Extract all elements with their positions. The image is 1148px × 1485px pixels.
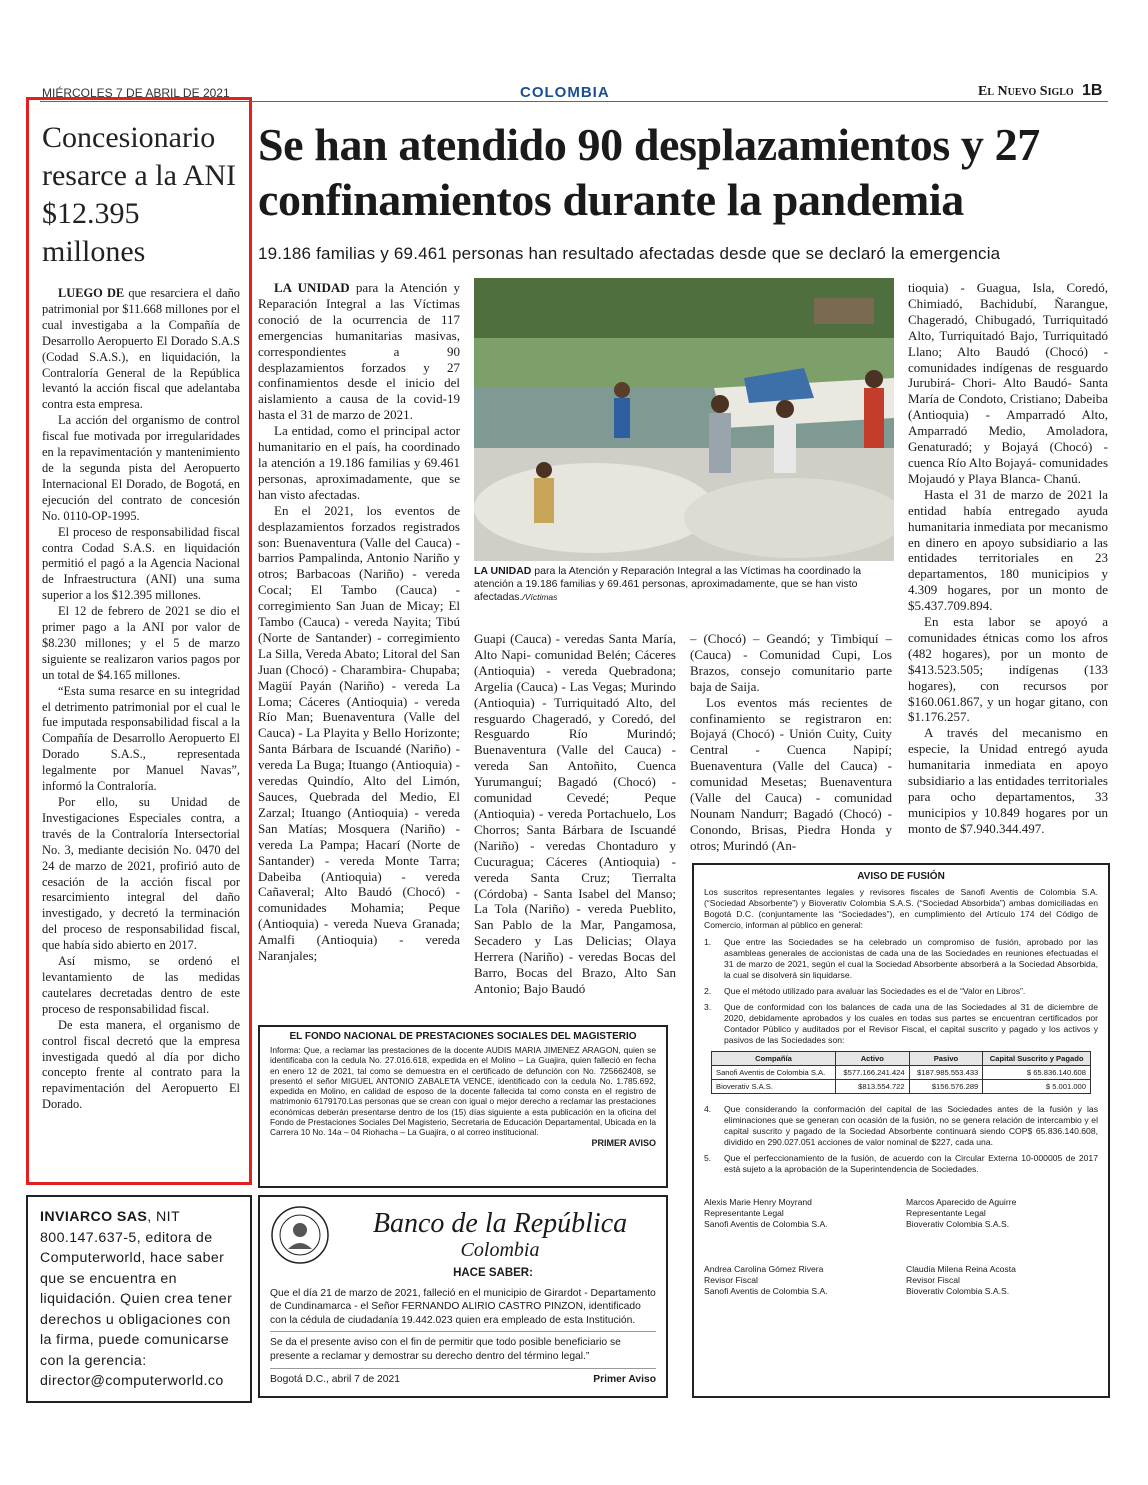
fondo-title: EL FONDO NACIONAL DE PRESTACIONES SOCIALES DEL MAGISTERIO [289, 1031, 637, 1042]
masthead: El Nuevo Siglo [978, 84, 1074, 99]
table-header: Capital Suscrito y Pagado [983, 1052, 1091, 1066]
fusion-clause [704, 1104, 1098, 1148]
inviarco-name: INVIARCO SAS [40, 1209, 148, 1225]
clause-number: 5. [704, 1153, 712, 1163]
signature-name: Andrea Carolina Gómez Rivera [704, 1264, 824, 1274]
article-column-4 [908, 280, 1108, 837]
signature-block [704, 1197, 896, 1230]
clause-text: Que el método utilizado para avaluar las Sociedades es el de “Valor en Libros”. [724, 986, 1026, 996]
table-row [712, 1080, 1091, 1094]
side-paragraph: El 12 de febrero de 2021 se dio el primer pago a la ANI por valor de $8.230 millones; y el 5 de marzo siguiente se realizaron varios pagos por un total de $4.165 millones. [42, 604, 240, 682]
table-cell: $156.576.289 [909, 1080, 983, 1094]
clause-text: Que el perfeccionamiento de la fusión, de acuerdo con la Circular Externa 10-000005 de 2017 está sujeto a la aprobación de la Superintendencia de Sociedades. [724, 1153, 1098, 1174]
clause-number: 4. [704, 1104, 712, 1114]
article-column-2 [474, 631, 676, 997]
signature-role: Revisor Fiscal [906, 1275, 960, 1285]
signature-name: Marcos Aparecido de Aguirre [906, 1197, 1017, 1207]
table-cell: $813.554.722 [835, 1080, 909, 1094]
article-paragraph: – (Chocó) – Geandó; y Timbiquí – (Cauca) - Comunidad Cupi, Los Brazos, consejo comunitario parte baja de Saija. [690, 631, 892, 694]
side-paragraph: Por ello, su Unidad de Investigaciones Especiales contra, a través de la Contraloría Intersectorial No. 3, mediante decisión No. 0470 del 24 de marzo de 2021, profirió auto de cesación de la acción fiscal por resarcimiento integral del daño investigado, y decretó la terminación del proceso de responsabilidad fiscal, que había sido abierto en 2017. [42, 795, 240, 953]
side-paragraph: El proceso de responsabilidad fiscal contra Codad S.A.S. en liquidación permitió el pagó a la Agencia Nacional de Infraestructura (ANI) una suma superior a los $12.395 millones. [42, 524, 240, 603]
signature-company: Sanofi Aventis de Colombia S.A. [704, 1286, 828, 1296]
signature-name: Claudia Milena Reina Acosta [906, 1264, 1016, 1274]
side-paragraph: que resarciera el daño patrimonial por $11.668 millones por el cual investigaba a la Compañía de Desarrollo Aeropuerto El Dorado S.A.S (Codad S.A.S.), en liquidación, la Contraloría General de la República levantó la acción fiscal que adelantaba contra esta empresa. [42, 286, 240, 412]
aviso-intro: Los suscritos representantes legales y revisores fiscales de Sanofi Aventis de Colombia S.A. (“Sociedad Absorbente”) y Bioverativ Colombia S.A.S. (“Sociedad Absorbida”) ambas domiciliadas en Bogotá D.C. (conjuntamente las “Sociedades”), en cumplimiento del Artículo 174 del Código de Comercio, informan al público en general: [704, 887, 1098, 930]
side-article-lead: LUEGO DE [58, 286, 125, 300]
signature-role: Representante Legal [906, 1208, 986, 1218]
inviarco-notice [26, 1195, 252, 1403]
article-paragraph: tioquia) - Guagua, Isla, Coredó, Chimiadó, Bachidubí, Ñarangue, Chageradó, Chibugadó, Turriquitadó Alto, Turriquitadó Bajo, Turriquitadó Llano; Alto Baudó (Chocó) - comunidades indígenas de resguardo Jurubirá- Chori- Alto Baudó- Santa María de Condoto, Cristiano; Dabeiba (Antioquia) - Amparradó Alto, Amparradó Medio, Amoladora, Genaturadó; y Bojayá (Chocó) - cuenca Río Alto Bojayá- comunidades Mojaudó y Playa Blanca- Chanú. [908, 280, 1109, 486]
article-paragraph: Hasta el 31 de marzo de 2021 la entidad había entregado ayuda humanitaria inmediata por mecanismo en dinero en apoyo subsidiario a las entidades territoriales en 23 departamentos, 180 municipios y 4.309 hogares, por un monto de $5.437.709.894. [908, 486, 1108, 614]
signature-company: Sanofi Aventis de Colombia S.A. [704, 1219, 828, 1229]
banco-country: Colombia [460, 1239, 540, 1261]
caption-lead: LA UNIDAD [474, 565, 532, 577]
clause-number: 1. [704, 937, 712, 947]
banco-seal-icon [270, 1205, 330, 1265]
banco-name: Banco de la República [372, 1208, 628, 1239]
article-paragraph: Guapi (Cauca) - veredas Santa María, Alto Napi- comunidad Belén; Cáceres (Antioquia) - vereda Quebradona; Argelia (Cauca) - Las Vegas; Murindo (Antioquia) - Turriquitadó Alto, del resguardo Chageradó, y Coredó, del Resguardo Río Murindó; Buenaventura (Valle del Cauca) - vereda San Antoñito, Cuenca Yurumanguí; Bagadó (Chocó) - comunidad Cevedé; Peque (Antioquia) - vereda Portachuelo, Los Chorros; Santa Bárbara de Iscuandé (Nariño) - veredas Chontaduro y Cucuragua; Cáceres (Antioquia) - vereda Santa Cruz; Tierralta (Córdoba) - Santa Isabel del Manso; La Tola (Nariño) - vereda Pueblito, San Pablo de la Mar, Pangamosa, Secadero y Las Delicias; Olaya Herrera (Nariño) - veredas Bocas del Barro, Bocas del Brazo, Alto San Antonio; Bajo Baudó [474, 631, 676, 996]
side-article-headline: Concesionario resarce a la ANI $12.395 millones [42, 121, 237, 268]
signature-block [906, 1264, 1098, 1297]
clause-text: Que considerando la conformación del capital de las Sociedades antes de la fusión y las eliminaciones que se generan con ocasión de la fusión, no se genera relación de intercambio y el capital suscrito y pagado de la Sociedad Absorbente continuará siendo COP$ 65.836.140.608, dividido en 290.027.051 acciones de valor nominal de $227, cada una. [724, 1104, 1098, 1147]
signature-role: Representante Legal [704, 1208, 784, 1218]
side-paragraph: Así mismo, se ordenó el levantamiento de las medidas cautelares decretadas dentro de este proceso de responsabilidad fiscal. [42, 954, 240, 1016]
fusion-clause [704, 937, 1098, 981]
clause-text: Que de conformidad con los balances de cada una de las Sociedades al 31 de diciembre de 2020, debidamente aprobados y los cuales en todas sus partes se encuentran certificados por Contador Público y auditados por el Revisor Fiscal, el capital suscrito y pagado y los activos y pasivos de las Sociedades son: [724, 1002, 1098, 1045]
table-cell: $ 65.836.140.608 [983, 1066, 1091, 1080]
article-paragraph: En el 2021, los eventos de desplazamientos forzados registrados son: Buenaventura (Valle del Cauca) - barrios Pampalinda, Antonio Nariño y otros; Barbacoas (Nariño) - vereda Cocal; El Tambo (Cauca) - corregimiento San Juan de Micay; El Tambo (Cauca) - vereda Nayita; Tibú (Norte de Santander) - corregimiento La Silla, Vereda Abato; Litoral del San Juan (Chocó) - Charambira- Chupaba; Magüí Payán (Nariño) - vereda La Loma; Cáceres (Antioquia) - vereda Río Man; Buenaventura (Valle del Cauca) - La Playita y Bello Horizonte; Santa Bárbara de Iscuandé (Nariño) - vereda La Buga; Ituango (Antioquia) - veredas Quindío, Alto del Limón, Sauces, Quebrada del Medio, El Zarzal; Ituango (Antioquia) - vereda San Matías; Mosquera (Nariño) - vereda La Pampa; Hacarí (Norte de Santander) - vereda Monte Tarra; Dabeiba (Antioquia) - vereda Cañaveral; Alto Baudó (Chocó) - comunidades Mohamia; Peque (Antioquia) - vereda Nueva Granada; Amalfi (Antioquia) - vereda Naranjales; [258, 502, 460, 964]
signature-role: Revisor Fiscal [704, 1275, 758, 1285]
main-headline: Se han atendido 90 desplazamientos y 27 confinamientos durante la pandemia [258, 119, 1040, 225]
banco-paragraph: Se da el presente aviso con el fin de permitir que todo posible beneficiario se presente a reclamar y demostrar su derecho dentro del término legal.” [270, 1337, 621, 1362]
photo-caption [474, 565, 894, 604]
signature-company: Bioverativ Colombia S.A.S. [906, 1219, 1010, 1229]
table-cell: $ 5.001.000 [983, 1080, 1091, 1094]
banco-notice [258, 1195, 668, 1398]
table-cell: Bioverativ S.A.S. [712, 1080, 836, 1094]
caption-text: para la Atención y Reparación Integral a las Víctimas ha coordinado la atención a 19.186 familias y 69.461 personas, aproximadamente, que se han visto afectadas. [474, 565, 862, 603]
fondo-notice [258, 1025, 668, 1188]
caption-credit: /Víctimas [522, 592, 558, 602]
table-cell: $577.166.241.424 [835, 1066, 909, 1080]
article-lead: LA UNIDAD [274, 280, 350, 295]
section-title: COLOMBIA [520, 84, 610, 101]
inviarco-text: , NIT 800.147.637-5, editora de Computerworld, hace saber que se encuentra en liquidación. Quien crea tener derechos u obligaciones con la firma, puede comunicarse con la gerencia: director@computerworld.co [40, 1209, 233, 1389]
article-paragraph: A través del mecanismo en especie, la Unidad entregó ayuda humanitaria inmediata en apoyo subsidiario a las entidades territoriales para ocho departamentos, 33 municipios y 10.849 hogares por un monto de $7.940.344.497. [908, 725, 1108, 836]
table-header: Activo [835, 1052, 909, 1066]
table-cell: $187.985.553.433 [909, 1066, 983, 1080]
page-number: 1B [1082, 82, 1103, 99]
article-paragraph: para la Atención y Reparación Integral a las Víctimas conoció de la ocurrencia de 117 emergencias humanitarias masivas, correspondientes a 90 desplazamientos forzados y 27 confinamientos desde el inicio del aislamiento a causa de la covid-19 hasta el 31 de marzo de 2021. [258, 280, 461, 423]
table-header: Pasivo [909, 1052, 983, 1066]
signature-block [704, 1264, 896, 1297]
article-paragraph: En esta labor se apoyó a comunidades étnicas como los afros (482 hogares), por un monto de $413.523.505; indígenas (133 hogares), con recursos por $160.061.867, y un hogar gitano, con $1.176.257. [908, 614, 1108, 725]
table-row [712, 1066, 1091, 1080]
banco-paragraph: Que el día 21 de marzo de 2021, falleció en el municipio de Girardot - Departamento de Cundinamarca - el Señor FERNANDO ALIRIO CASTRO PINZON, identificado con la cédula de ciudadanía 19.442.023 quien era empleado de esta Institución. [270, 1287, 656, 1326]
fusion-clause [704, 1002, 1098, 1046]
aviso-title: AVISO DE FUSIÓN [857, 871, 945, 882]
clause-number: 3. [704, 1002, 712, 1012]
side-paragraph: De esta manera, el organismo de control fiscal decretó que la empresa investigada quedó al día por dicho concepto frente al contrato para la repavimentación del Aeropuerto El Dorado. [42, 1017, 240, 1112]
signature-company: Bioverativ Colombia S.A.S. [906, 1286, 1010, 1296]
boat-people-image [474, 278, 894, 561]
fusion-clause [704, 986, 1098, 997]
aviso-fusion-notice [692, 863, 1110, 1398]
side-article-body [42, 286, 240, 1113]
fusion-clause [704, 1153, 1098, 1175]
signature-name: Alexis Marie Henry Moyrand [704, 1197, 812, 1207]
banco-footer: Primer Aviso [593, 1373, 656, 1385]
clause-text: Que entre las Sociedades se ha celebrado un compromiso de fusión, aprobado por las asambleas generales de accionistas de cada una de las Sociedades en reuniones efectuadas el 31 de marzo de 2021, según el cual la Sociedad Absorbente absorberá a la Sociedad Absorbida, la cual se disolverá sin liquidarse. [724, 937, 1098, 980]
article-column-1 [258, 280, 460, 964]
side-paragraph: “Esta suma resarce en su integridad el detrimento patrimonial por el cual le fue imputada responsabilidad fiscal a la Compañía de Desarrollo Aeropuerto El Dorado S.A.S., representada legalmente por Manuel Navas”, informó la Contraloría. [42, 683, 240, 794]
table-cell: Sanofi Aventis de Colombia S.A. [712, 1066, 836, 1080]
fusion-balance-table [711, 1051, 1091, 1094]
side-paragraph: La acción del organismo de control fiscal fue motivada por irregularidades en la repavimentación y mantenimiento de la segunda pista del Aeropuerto Internacional El Dorado, de Bogotá, en ejecución del contrato de concesión No. 0110-OP-1995. [42, 413, 240, 523]
news-photo [474, 278, 894, 561]
article-column-3 [690, 631, 892, 854]
signature-block [906, 1197, 1098, 1230]
article-paragraph: La entidad, como el principal actor humanitario en el país, ha coordinado la atención a 19.186 familias y 69.461 personas, aproximadamente, que se han visto afectadas. [258, 423, 460, 502]
main-subhead: 19.186 familias y 69.461 personas han resultado afectadas desde que se declaró la emergencia [258, 244, 1001, 263]
banco-place-date: Bogotá D.C., abril 7 de 2021 [270, 1373, 400, 1385]
issue-date: MIÉRCOLES 7 DE ABRIL DE 2021 [42, 86, 230, 100]
fondo-footer: PRIMER AVISO [591, 1137, 656, 1148]
table-header: Compañía [712, 1052, 836, 1066]
fondo-body: Informa: Que, a reclamar las prestaciones de la docente AUDIS MARIA JIMENEZ ARAGON, quien se identificaba con la cedula No. 27.016.618, expedida en el Molino – La Guajira, quien falleció en fecha en enero 12 de 2021, tal como se demuestra en el certificado de defunción con No. 725662408, se presentó el señor MIGUEL ANTONIO ZABALETA VENCE, identificado con la cedula No. 1.785.692, expedida en Molino, en calidad de esposo de la docente fallecida tal como consta en el registro de matrimonio 6179170.Las personas que se crean con igual o mejor derecho a reclamar las prestaciones económicas deberán presentarse dentro de los (15) días siguiente a esta publicación en la oficina del Fondo de Prestaciones Sociales Del Magisterio, Secretaria de Educación Departamental, Ubicada en la Carrera 10 No. 14a – 04 Riohacha – La Guajira, o al correo institucional. [270, 1045, 656, 1138]
clause-number: 2. [704, 986, 712, 996]
banco-title: HACE SABER: [453, 1267, 533, 1279]
article-paragraph: Los eventos más recientes de confinamiento se registraron en: Bojayá (Chocó) - Unión Cuity, Cuity Central - Cuenca Napipí; Buenaventura (Valle del Cauca) - comunidad Mesetas; Buenaventura (Valle del Cauca) - comunidad Nounam Nandurr; Bagadó (Chocó) - Conondo, Brisas, Piedra Honda y otros; Murindó (An- [690, 694, 892, 853]
